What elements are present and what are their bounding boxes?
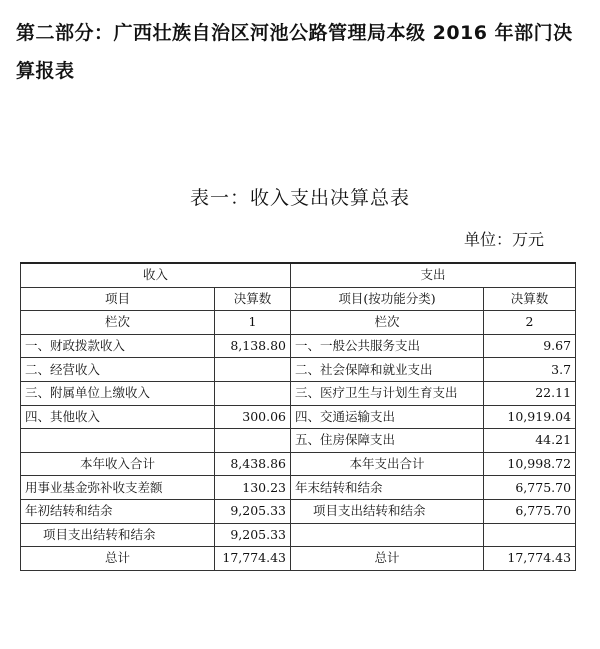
- project-expense-value: 6,775.70: [484, 499, 576, 523]
- expense-total-label: 本年支出合计: [291, 452, 484, 476]
- table-row: [21, 405, 576, 429]
- table-row: [21, 334, 576, 358]
- year-begin-label: 年初结转和结余: [21, 499, 215, 523]
- year-end-value: 6,775.70: [484, 476, 576, 500]
- project-expense-label: 项目支出结转和结余: [291, 499, 484, 523]
- fund-gap-row: [21, 476, 576, 500]
- empty-cell: [484, 523, 576, 547]
- income-item: 二、经营收入: [21, 358, 215, 382]
- year-end-label: 年末结转和结余: [291, 476, 484, 500]
- expense-item-header: 项目(按功能分类): [291, 287, 484, 311]
- expense-col-index: 2: [484, 311, 576, 335]
- fund-gap-label: 用事业基金弥补收支差额: [21, 476, 215, 500]
- total-row: [21, 452, 576, 476]
- year-begin-row: [21, 499, 576, 523]
- expense-value: 22.11: [484, 381, 576, 405]
- income-value: [215, 429, 291, 453]
- project-income-label: 项目支出结转和结余: [21, 523, 215, 547]
- expense-item: 二、社会保障和就业支出: [291, 358, 484, 382]
- table-title: 表一：收入支出决算总表: [189, 187, 410, 209]
- income-value: [215, 358, 291, 382]
- empty-cell: [291, 523, 484, 547]
- expense-row-index-label: 栏次: [291, 311, 484, 335]
- expense-item: 一、一般公共服务支出: [291, 334, 484, 358]
- row-index-row: [21, 311, 576, 335]
- income-expense-table: [20, 262, 576, 571]
- year-begin-value: 9,205.33: [215, 499, 291, 523]
- expense-total-value: 10,998.72: [484, 452, 576, 476]
- income-row-index-label: 栏次: [21, 311, 215, 335]
- expense-value: 44.21: [484, 429, 576, 453]
- expense-item: 四、交通运输支出: [291, 405, 484, 429]
- grand-total-label-left: 总计: [21, 547, 215, 571]
- grand-total-label-right: 总计: [291, 547, 484, 571]
- income-total-label: 本年收入合计: [21, 452, 215, 476]
- income-total-value: 8,438.86: [215, 452, 291, 476]
- project-income-value: 9,205.33: [215, 523, 291, 547]
- grand-total-value-left: 17,774.43: [215, 547, 291, 571]
- expense-item: 三、医疗卫生与计划生育支出: [291, 381, 484, 405]
- page-title: 第二部分：广西壮族自治区河池公路管理局本级 2016 年部门决算报表: [16, 22, 573, 82]
- project-income-row: [21, 523, 576, 547]
- expense-value: 3.7: [484, 358, 576, 382]
- expense-header: 支出: [291, 263, 576, 287]
- fund-gap-value: 130.23: [215, 476, 291, 500]
- column-header-row: [21, 287, 576, 311]
- income-header: 收入: [21, 263, 291, 287]
- expense-amount-header: 决算数: [484, 287, 576, 311]
- income-item: 一、财政拨款收入: [21, 334, 215, 358]
- income-item: 三、附属单位上缴收入: [21, 381, 215, 405]
- income-value: 8,138.80: [215, 334, 291, 358]
- grand-total-value-right: 17,774.43: [484, 547, 576, 571]
- expense-value: 9.67: [484, 334, 576, 358]
- income-item: 四、其他收入: [21, 405, 215, 429]
- expense-item: 五、住房保障支出: [291, 429, 484, 453]
- income-value: 300.06: [215, 405, 291, 429]
- table-row: [21, 358, 576, 382]
- table-row: [21, 429, 576, 453]
- table-row: [21, 381, 576, 405]
- unit-label: 单位：万元: [463, 230, 544, 249]
- income-amount-header: 决算数: [215, 287, 291, 311]
- table-header-row: [21, 263, 576, 287]
- income-item-header: 项目: [21, 287, 215, 311]
- income-col-index: 1: [215, 311, 291, 335]
- income-item: [21, 429, 215, 453]
- grand-total-row: [21, 547, 576, 571]
- expense-value: 10,919.04: [484, 405, 576, 429]
- income-value: [215, 381, 291, 405]
